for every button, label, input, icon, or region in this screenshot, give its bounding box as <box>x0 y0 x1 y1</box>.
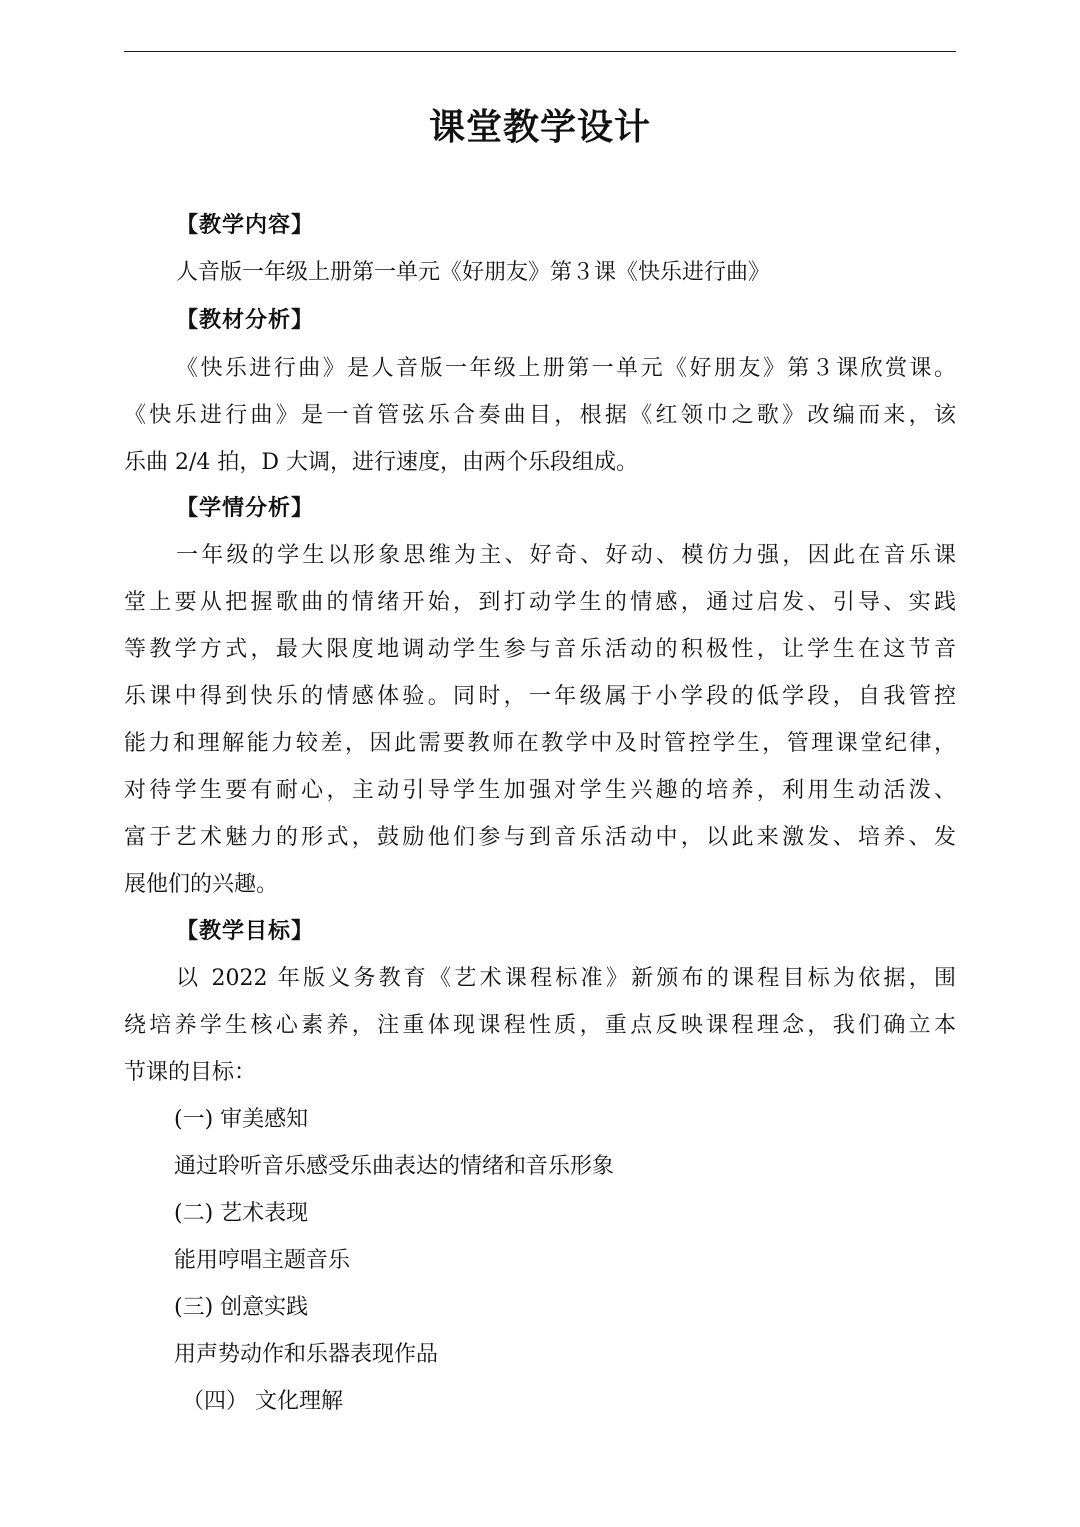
goal-item-label: (一) 审美感知 <box>174 1107 309 1132</box>
goals-line: 以 2022 年版义务教育《艺术课程标准》新颁布的课程目标为依据，围 <box>176 966 956 991</box>
goal-item-text: 通过聆听音乐感受乐曲表达的情绪和音乐形象 <box>174 1154 615 1179</box>
section-heading-content: 【教学内容】 <box>176 213 315 238</box>
students-line: 等教学方式，最大限度地调动学生参与音乐活动的积极性，让学生在这节音 <box>124 637 956 662</box>
students-line: 堂上要从把握歌曲的情绪开始，到打动学生的情感，通过启发、引导、实践 <box>124 590 956 615</box>
page-title: 课堂教学设计 <box>428 107 651 148</box>
students-line: 对待学生要有耐心，主动引导学生加强对学生兴趣的培养，利用生动活泼、 <box>124 778 956 803</box>
goal-item-text: 能用哼唱主题音乐 <box>174 1248 351 1273</box>
goal-item-label: (三) 创意实践 <box>174 1295 309 1320</box>
students-line: 富于艺术魅力的形式，鼓励他们参与到音乐活动中，以此来激发、培养、发 <box>124 825 956 850</box>
students-line: 能力和理解能力较差，因此需要教师在教学中及时管控学生，管理课堂纪律， <box>124 731 956 756</box>
section-heading-goals: 【教学目标】 <box>176 919 315 944</box>
content-text: 人音版一年级上册第一单元《好朋友》第３课《快乐进行曲》 <box>176 260 771 285</box>
goal-item-label: （四） 文化理解 <box>182 1389 343 1414</box>
goal-item-text: 用声势动作和乐器表现作品 <box>174 1342 439 1367</box>
header-rule <box>124 51 956 52</box>
material-line: 《快乐进行曲》是一首管弦乐合奏曲目，根据《红领巾之歌》改编而来，该 <box>124 403 956 428</box>
section-heading-students: 【学情分析】 <box>176 496 315 521</box>
students-line: 乐课中得到快乐的情感体验。同时，一年级属于小学段的低学段，自我管控 <box>124 684 956 709</box>
students-line: 展他们的兴趣。 <box>124 872 279 897</box>
material-line: 《快乐进行曲》是人音版一年级上册第一单元《好朋友》第３课欣赏课。 <box>176 356 956 381</box>
goal-item-label: (二) 艺术表现 <box>174 1201 309 1226</box>
students-line: 一年级的学生以形象思维为主、好奇、好动、模仿力强，因此在音乐课 <box>176 543 956 568</box>
section-heading-material: 【教材分析】 <box>176 308 315 333</box>
goals-line: 节课的目标： <box>124 1060 257 1085</box>
material-line: 乐曲 2/4 拍，D 大调，进行速度，由两个乐段组成。 <box>124 450 639 475</box>
goals-line: 绕培养学生核心素养，注重体现课程性质，重点反映课程理念，我们确立本 <box>124 1013 956 1038</box>
